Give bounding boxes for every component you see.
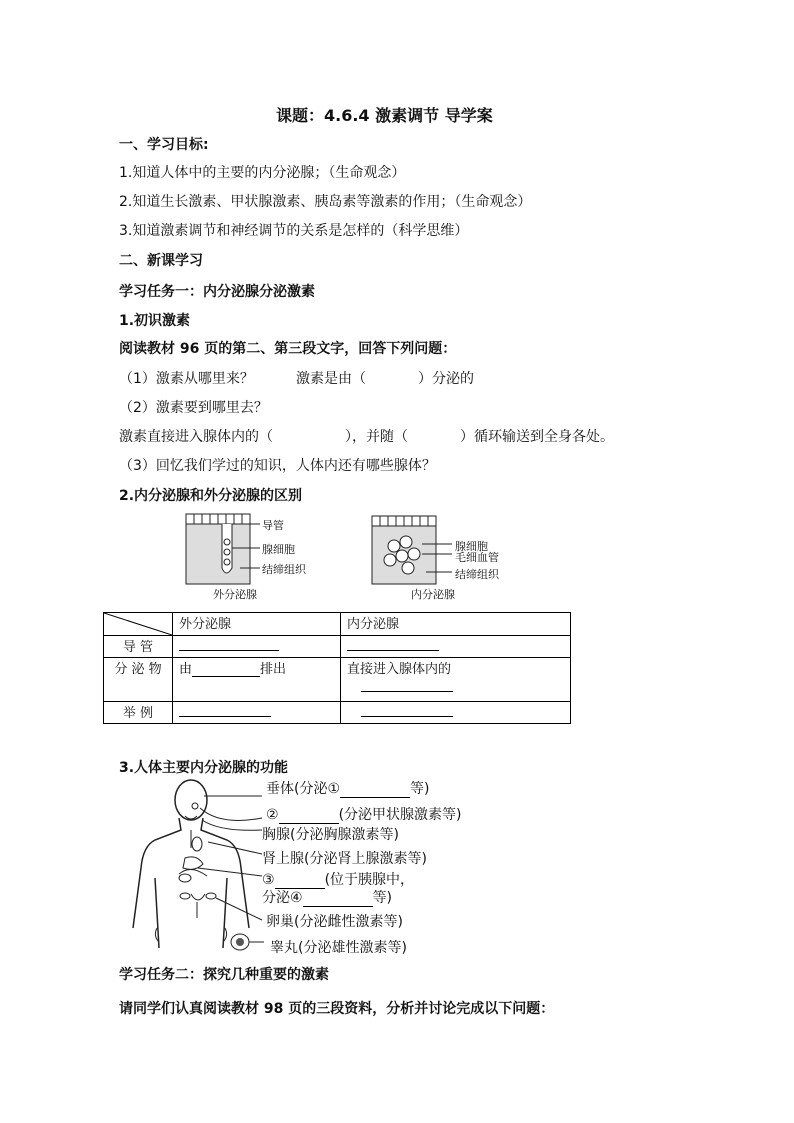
islet-number: ③ xyxy=(262,872,275,888)
section-heading-goals: 一、学习目标: xyxy=(119,137,209,153)
q1-number: （1） xyxy=(119,371,156,387)
goal-item: 3.知道激素调节和神经调节的关系是怎样的（科学思维） xyxy=(119,223,469,239)
row-label-secretion: 分 泌 物 xyxy=(104,658,173,702)
label-ovary: 卵巢(分泌雌性激素等) xyxy=(266,914,403,930)
gland-comparison-table xyxy=(103,612,571,724)
reading-instruction: 阅读教材 96 页的第二、第三段文字，回答下列问题： xyxy=(119,341,457,357)
label-adrenal: 肾上腺(分泌肾上腺激素等) xyxy=(262,851,427,867)
pituitary-text: 垂体(分泌① xyxy=(266,781,341,797)
endo-duct-cell[interactable] xyxy=(341,636,571,658)
exo-secretion-cell[interactable] xyxy=(173,658,341,702)
goal-item: 2.知道生长激素、甲状腺激素、胰岛素等激素的作用；（生命观念） xyxy=(119,194,532,210)
islet-blank[interactable] xyxy=(275,874,325,889)
question-1 xyxy=(119,370,254,388)
label-islet xyxy=(262,871,414,889)
row-label-duct: 导 管 xyxy=(104,636,173,658)
label-insulin xyxy=(262,889,392,907)
row-label-example: 举 例 xyxy=(104,702,173,724)
task1-heading: 学习任务一：内分泌腺分泌激素 xyxy=(119,284,315,300)
page-title: 课题：4.6.4 激素调节 导学案 xyxy=(276,106,493,125)
body-pointer-lines xyxy=(180,780,270,950)
exo-label-duct: 导管 xyxy=(262,519,284,532)
endo-secretion-text: 直接进入腺体内的 xyxy=(347,662,452,677)
pituitary-suffix: 等) xyxy=(410,781,430,797)
task2-intro: 请同学们认真阅读教材 98 页的三段资料，分析并讨论完成以下问题： xyxy=(119,1001,555,1017)
insulin-prefix: 分泌④ xyxy=(262,890,303,906)
insulin-blank[interactable] xyxy=(303,892,373,907)
label-thyroid xyxy=(266,806,462,824)
endocrine-gland-drawing xyxy=(372,516,452,584)
thyroid-number: ② xyxy=(266,807,279,823)
thyroid-text: (分泌甲状腺激素等) xyxy=(338,807,462,823)
exo-secretion-prefix: 由 xyxy=(179,662,193,677)
table-row xyxy=(104,702,571,724)
table-row xyxy=(104,658,571,702)
endo-label-capillary: 毛细血管 xyxy=(455,551,499,564)
q2-fill-middle: ），并随（ xyxy=(345,429,408,445)
table-row xyxy=(104,636,571,658)
header-endocrine: 内分泌腺 xyxy=(341,613,571,636)
table-corner-cell xyxy=(104,613,173,636)
task1-sub2: 2.内分泌腺和外分泌腺的区别 xyxy=(119,488,303,504)
exocrine-gland-drawing xyxy=(186,514,260,584)
endo-example-cell[interactable] xyxy=(341,702,571,724)
exo-caption: 外分泌腺 xyxy=(213,588,257,601)
task1-sub3: 3.人体主要内分泌腺的功能 xyxy=(119,760,289,776)
q2-fill-prefix: 激素直接进入腺体内的（ xyxy=(119,429,273,445)
question-3: （3）回忆我们学过的知识，人体内还有哪些腺体？ xyxy=(119,458,436,474)
exo-secretion-suffix: 排出 xyxy=(260,662,287,677)
insulin-suffix: 等) xyxy=(372,890,393,906)
thyroid-blank[interactable] xyxy=(279,809,339,824)
task1-sub1: 1.初识激素 xyxy=(119,313,191,329)
task2-heading: 学习任务二：探究几种重要的激素 xyxy=(119,967,329,983)
q2-fill-suffix: ）循环输送到全身各处。 xyxy=(460,429,614,445)
label-testis: 睾丸(分泌雄性激素等) xyxy=(270,940,407,956)
endo-caption: 内分泌腺 xyxy=(411,588,455,601)
exo-label-gland-cell: 腺细胞 xyxy=(262,543,295,556)
goal-item: 1.知道人体中的主要的内分泌腺；（生命观念） xyxy=(119,165,406,181)
endo-label-gland-cell: 腺细胞 xyxy=(455,540,488,553)
endo-label-connective: 结缔组织 xyxy=(455,568,499,581)
question-2: （2）激素要到哪里去？ xyxy=(119,400,268,416)
q2-answer-line xyxy=(119,428,614,446)
endo-secretion-cell[interactable] xyxy=(341,658,571,702)
islet-text: (位于胰腺中， xyxy=(324,872,415,888)
label-thymus: 胸腺(分泌胸腺激素等) xyxy=(262,827,399,843)
label-pituitary xyxy=(266,780,429,798)
pituitary-blank[interactable] xyxy=(340,783,410,798)
q1-text: 激素从哪里来？ xyxy=(155,371,254,387)
exo-label-connective: 结缔组织 xyxy=(262,563,306,576)
header-exocrine: 外分泌腺 xyxy=(173,613,341,636)
table-header-row xyxy=(104,613,571,636)
section-heading-new-lesson: 二、新课学习 xyxy=(119,253,203,269)
exo-duct-cell[interactable] xyxy=(173,636,341,658)
q1-fill-suffix: ）分泌的 xyxy=(418,371,474,387)
q1-fill-prefix: 激素是由（ xyxy=(296,371,366,387)
q1-answer-line xyxy=(296,370,474,388)
exo-example-cell[interactable] xyxy=(173,702,341,724)
